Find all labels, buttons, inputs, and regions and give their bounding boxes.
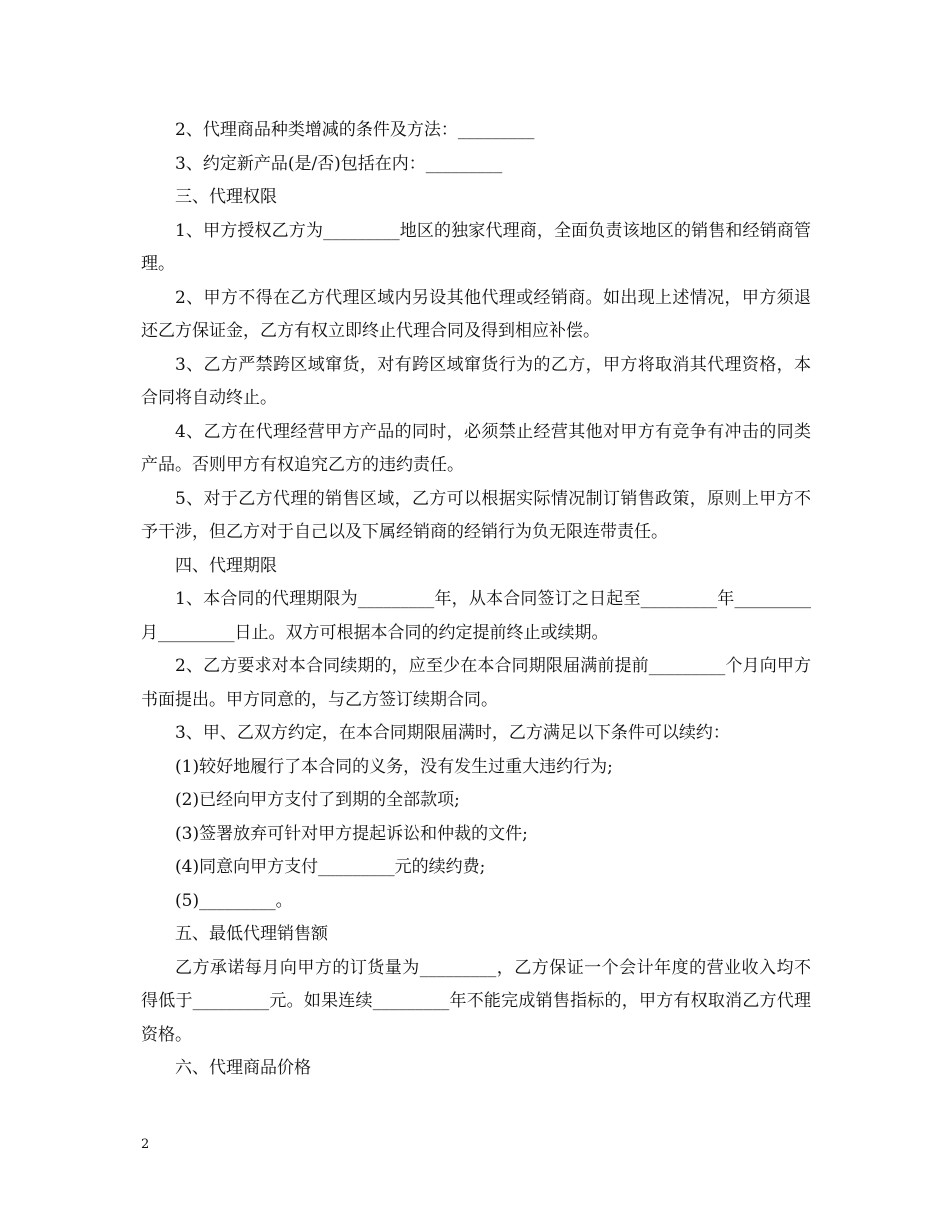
- list-item: (4)同意向甲方支付_________元的续约费;: [175, 857, 486, 877]
- section-heading: 四、代理期限: [175, 555, 277, 576]
- clause-paragraph: 1、本合同的代理期限为_________年，从本合同签订之日起至_________年_________月_________日止。双方可根据本合同的约定提前终止或续期。: [141, 589, 811, 643]
- clause-paragraph: 4、乙方在代理经营甲方产品的同时，必须禁止经营其他对甲方有竞争有冲击的同类产品。否则甲方有权追究乙方的违约责任。: [141, 421, 811, 475]
- list-item: (1)较好地履行了本合同的义务，没有发生过重大违约行为;: [175, 756, 613, 777]
- section-heading: 六、代理商品价格: [175, 1058, 311, 1078]
- clause-paragraph: 3、乙方严禁跨区域窜货，对有跨区域窜货行为的乙方，甲方将取消其代理资格，本合同将自动终止。: [141, 354, 811, 408]
- list-item: (3)签署放弃可针对甲方提起诉讼和仲裁的文件;: [175, 823, 528, 844]
- clause-paragraph: 2、甲方不得在乙方代理区域内另设其他代理或经销商。如出现上述情况，甲方须退还乙方保证金，乙方有权立即终止代理合同及得到相应补偿。: [141, 287, 811, 341]
- clause-paragraph: 3、甲、乙双方约定，在本合同期限届满时，乙方满足以下条件可以续约：: [175, 723, 730, 743]
- page-number: 2: [141, 1137, 150, 1152]
- section-heading: 三、代理权限: [175, 187, 277, 207]
- clause-paragraph: 3、约定新产品(是/否)包括在内：_________: [175, 153, 503, 174]
- section-heading: 五、最低代理销售额: [175, 924, 328, 944]
- clause-paragraph: 1、甲方授权乙方为_________地区的独家代理商，全面负责该地区的销售和经销商管理。: [141, 220, 811, 274]
- clause-paragraph: 5、对于乙方代理的销售区域，乙方可以根据实际情况制订销售政策，原则上甲方不予干涉，但乙方对于自己以及下属经销商的经销行为负无限连带责任。: [141, 488, 811, 542]
- list-item: (5)_________。: [175, 890, 293, 911]
- clause-paragraph: 2、乙方要求对本合同续期的，应至少在本合同期限届满前提前_________个月向甲方书面提出。甲方同意的，与乙方签订续期合同。: [141, 656, 811, 710]
- document-body: [141, 114, 811, 1086]
- clause-paragraph: 乙方承诺每月向甲方的订货量为_________，乙方保证一个会计年度的营业收入均不得低于_________元。如果连续_________年不能完成销售指标的，甲方有权取消乙方代理资格。: [141, 957, 811, 1045]
- clause-paragraph: 2、代理商品种类增减的条件及方法：_________: [175, 120, 535, 140]
- list-item: (2)已经向甲方支付了到期的全部款项;: [175, 790, 460, 810]
